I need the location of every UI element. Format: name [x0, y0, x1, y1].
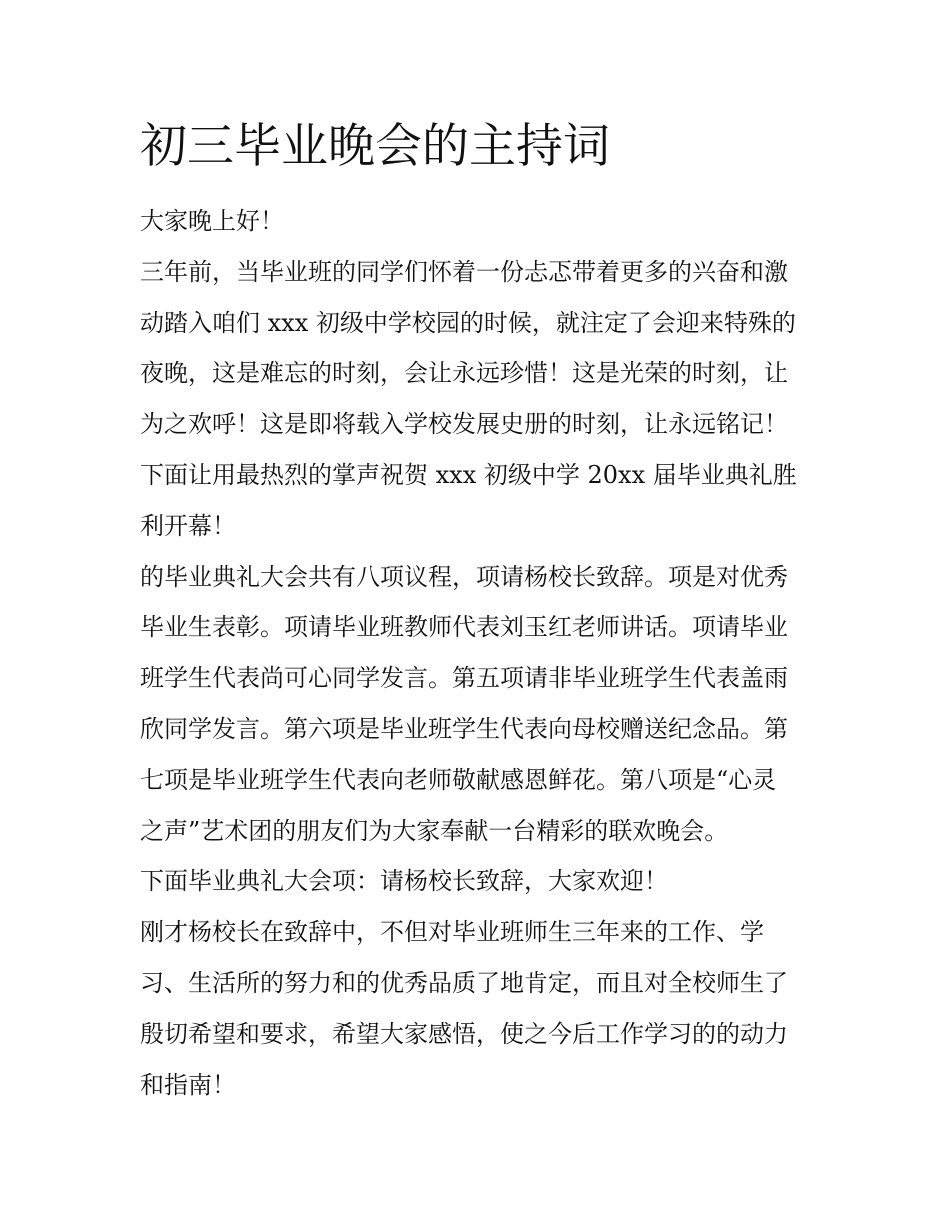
- document-title: 初三毕业晚会的主持词: [140, 119, 610, 174]
- text-line-2: 三年前，当毕业班的同学们怀着一份忐忑带着更多的兴奋和激: [140, 257, 788, 286]
- text-line-14: 下面毕业典礼大会项：请杨校长致辞，大家欢迎！: [140, 867, 668, 896]
- text-line-3: 动踏入咱们 xxx 初级中学校园的时候，就注定了会迎来特殊的: [140, 308, 796, 337]
- document-body: [140, 196, 820, 1110]
- text-line-4: 夜晚，这是难忘的时刻，会让永远珍惜！这是光荣的时刻，让: [140, 359, 788, 388]
- text-line-6: 下面让用最热烈的掌声祝贺 xxx 初级中学 20xx 届毕业典礼胜: [140, 460, 797, 489]
- text-line-8: 的毕业典礼大会共有八项议程，项请杨校长致辞。项是对优秀: [140, 562, 788, 591]
- text-line-11: 欣同学发言。第六项是毕业班学生代表向母校赠送纪念品。第: [140, 714, 788, 743]
- text-line-5: 为之欢呼！这是即将载入学校发展史册的时刻，让永远铭记！: [140, 410, 788, 439]
- text-line-12: 七项是毕业班学生代表向老师敬献感恩鲜花。第八项是“心灵: [140, 765, 777, 794]
- text-line-18: 和指南！: [140, 1070, 236, 1099]
- text-line-17: 殷切希望和要求，希望大家感悟，使之今后工作学习的的动力: [140, 1019, 788, 1048]
- text-line-15: 刚才杨校长在致辞中，不但对毕业班师生三年来的工作、学: [140, 918, 764, 947]
- text-line-10: 班学生代表尚可心同学发言。第五项请非毕业班学生代表盖雨: [140, 664, 788, 693]
- text-line-13: 之声”艺术团的朋友们为大家奉献一台精彩的联欢晚会。: [140, 816, 729, 845]
- text-line-1: 大家晚上好！: [140, 207, 284, 235]
- text-line-16: 习、生活所的努力和的优秀品质了地肯定，而且对全校师生了: [140, 968, 788, 997]
- text-line-9: 毕业生表彰。项请毕业班教师代表刘玉红老师讲话。项请毕业: [140, 613, 788, 642]
- text-line-7: 利开幕！: [140, 511, 236, 540]
